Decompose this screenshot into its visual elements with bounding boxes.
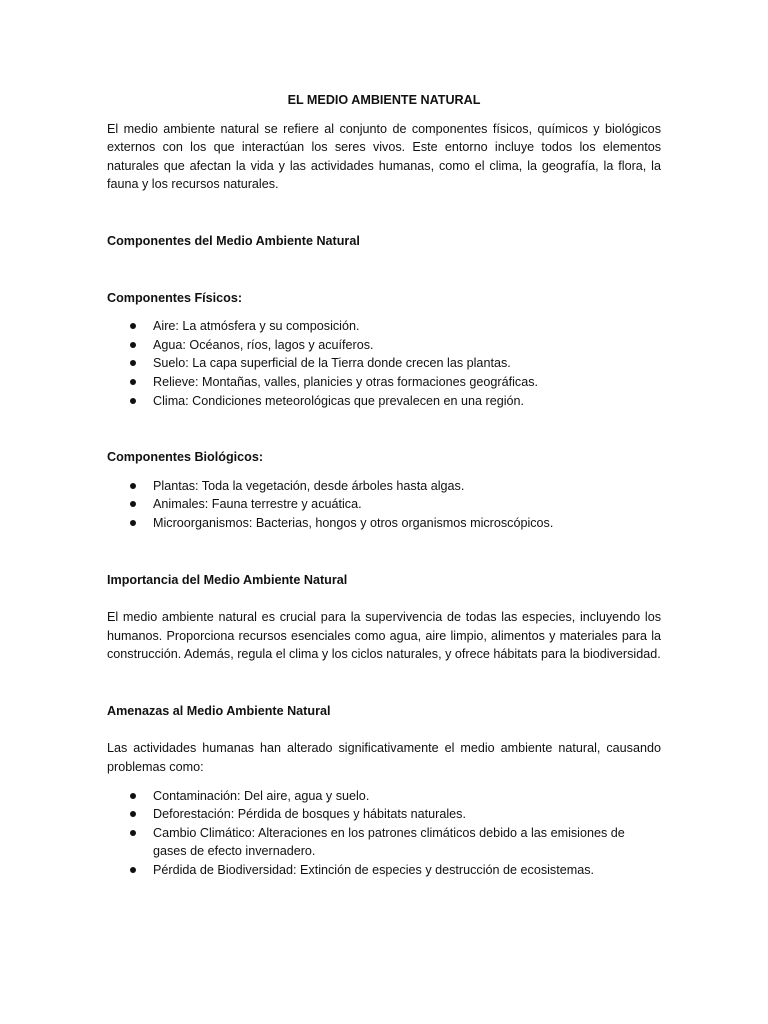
list-item: Animales: Fauna terrestre y acuática. [107,495,661,514]
section-heading-threats: Amenazas al Medio Ambiente Natural [107,703,331,718]
threats-list [107,787,661,880]
bullet-icon [130,811,136,817]
bullet-icon [130,483,136,489]
list-item: Agua: Océanos, ríos, lagos y acuíferos. [107,336,661,355]
list-item: Suelo: La capa superficial de la Tierra donde crecen las plantas. [107,354,661,373]
list-item: Cambio Climático: Alteraciones en los patrones climáticos debido a las emisiones de gases de efecto invernadero. [107,824,661,861]
list-item: Plantas: Toda la vegetación, desde árboles hasta algas. [107,477,661,496]
list-item: Clima: Condiciones meteorológicas que prevalecen en una región. [107,392,661,411]
list-item: Contaminación: Del aire, agua y suelo. [107,787,661,806]
list-item: Relieve: Montañas, valles, planicies y otras formaciones geográficas. [107,373,661,392]
bullet-icon [130,342,136,348]
bullet-icon [130,520,136,526]
threats-paragraph: Las actividades humanas han alterado significativamente el medio ambiente natural, causando problemas como: [107,741,661,775]
list-item: Deforestación: Pérdida de bosques y hábitats naturales. [107,805,661,824]
section-heading-components: Componentes del Medio Ambiente Natural [107,233,360,248]
document-title: EL MEDIO AMBIENTE NATURAL [287,93,481,107]
intro-paragraph: El medio ambiente natural se refiere al conjunto de componentes físicos, químicos y biológicos externos con los que interactúan los seres vivos. Este entorno incluye todos los elementos naturales que afectan la vida y las actividades humanas, como el clima, la geografía, la flora, la fauna y los recursos naturales. [107,121,661,192]
physical-list [107,317,661,410]
bullet-icon [130,867,136,873]
bullet-icon [130,501,136,507]
bullet-icon [130,379,136,385]
bullet-icon [130,360,136,366]
bullet-icon [130,793,136,799]
document-body [107,91,661,880]
biological-list [107,477,661,533]
list-item: Pérdida de Biodiversidad: Extinción de especies y destrucción de ecosistemas. [107,861,661,880]
importance-paragraph: El medio ambiente natural es crucial para la supervivencia de todas las especies, incluyendo los humanos. Proporciona recursos esenciales como agua, aire limpio, alimentos y materiales para la construcción. Además, regula el clima y los ciclos naturales, y ofrece hábitats para la biodiversidad. [107,610,661,662]
subheading-biological: Componentes Biológicos: [107,450,264,465]
section-heading-importance: Importancia del Medio Ambiente Natural [107,572,348,587]
list-item: Microorganismos: Bacterias, hongos y otros organismos microscópicos. [107,514,661,533]
bullet-icon [130,323,136,329]
bullet-icon [130,830,136,836]
subheading-physical: Componentes Físicos: [107,290,243,305]
list-item: Aire: La atmósfera y su composición. [107,317,661,336]
bullet-icon [130,398,136,404]
